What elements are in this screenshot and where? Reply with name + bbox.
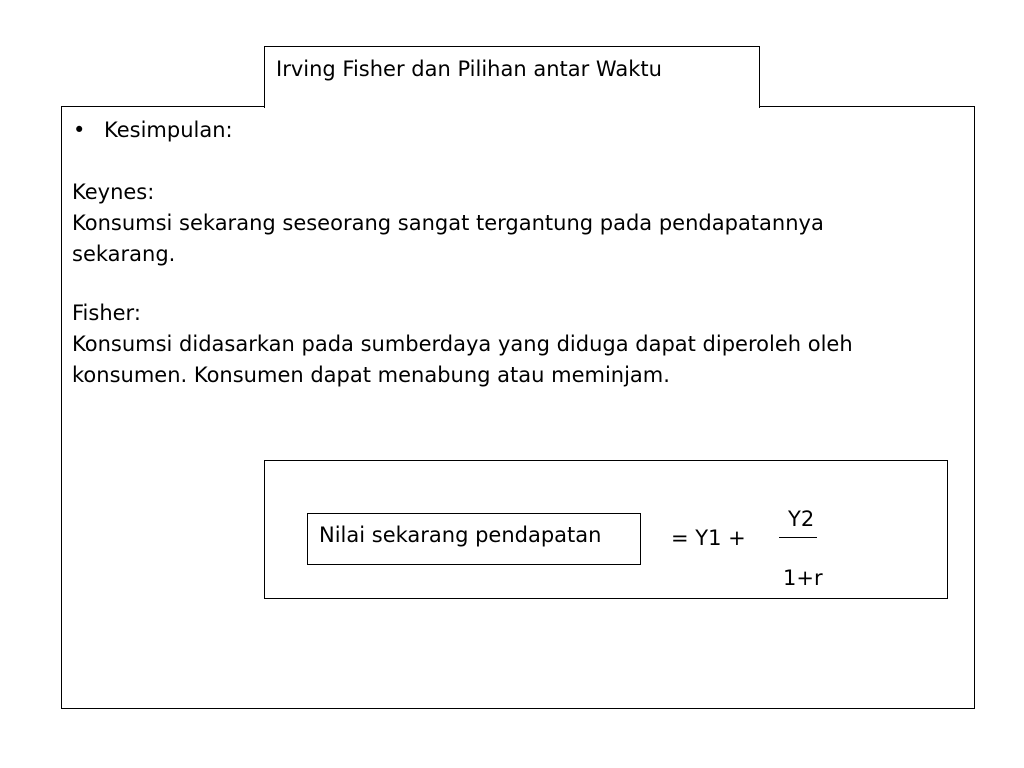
formula-label: Nilai sekarang pendapatan bbox=[319, 523, 602, 547]
formula-equals-part: = Y1 + bbox=[671, 526, 746, 550]
content-box bbox=[61, 106, 975, 709]
bullet-heading: Kesimpulan: bbox=[104, 118, 233, 142]
fisher-line-2: konsumen. Konsumen dapat menabung atau meminjam. bbox=[72, 363, 670, 387]
formula-label-box bbox=[307, 513, 641, 565]
fisher-label: Fisher: bbox=[72, 301, 141, 325]
keynes-label: Keynes: bbox=[72, 180, 155, 204]
fisher-line-1: Konsumsi didasarkan pada sumberdaya yang diduga dapat diperoleh oleh bbox=[72, 332, 853, 356]
keynes-line-1: Konsumsi sekarang seseorang sangat tergantung pada pendapatannya bbox=[72, 211, 824, 235]
formula-numerator: Y2 bbox=[788, 507, 815, 531]
slide-title-box bbox=[264, 46, 760, 108]
bullet-symbol: • bbox=[73, 118, 86, 142]
formula-denominator: 1+r bbox=[783, 566, 823, 590]
fraction-line bbox=[779, 537, 817, 538]
keynes-line-2: sekarang. bbox=[72, 242, 176, 266]
formula-box bbox=[264, 460, 948, 599]
slide-title: Irving Fisher dan Pilihan antar Waktu bbox=[276, 57, 662, 81]
